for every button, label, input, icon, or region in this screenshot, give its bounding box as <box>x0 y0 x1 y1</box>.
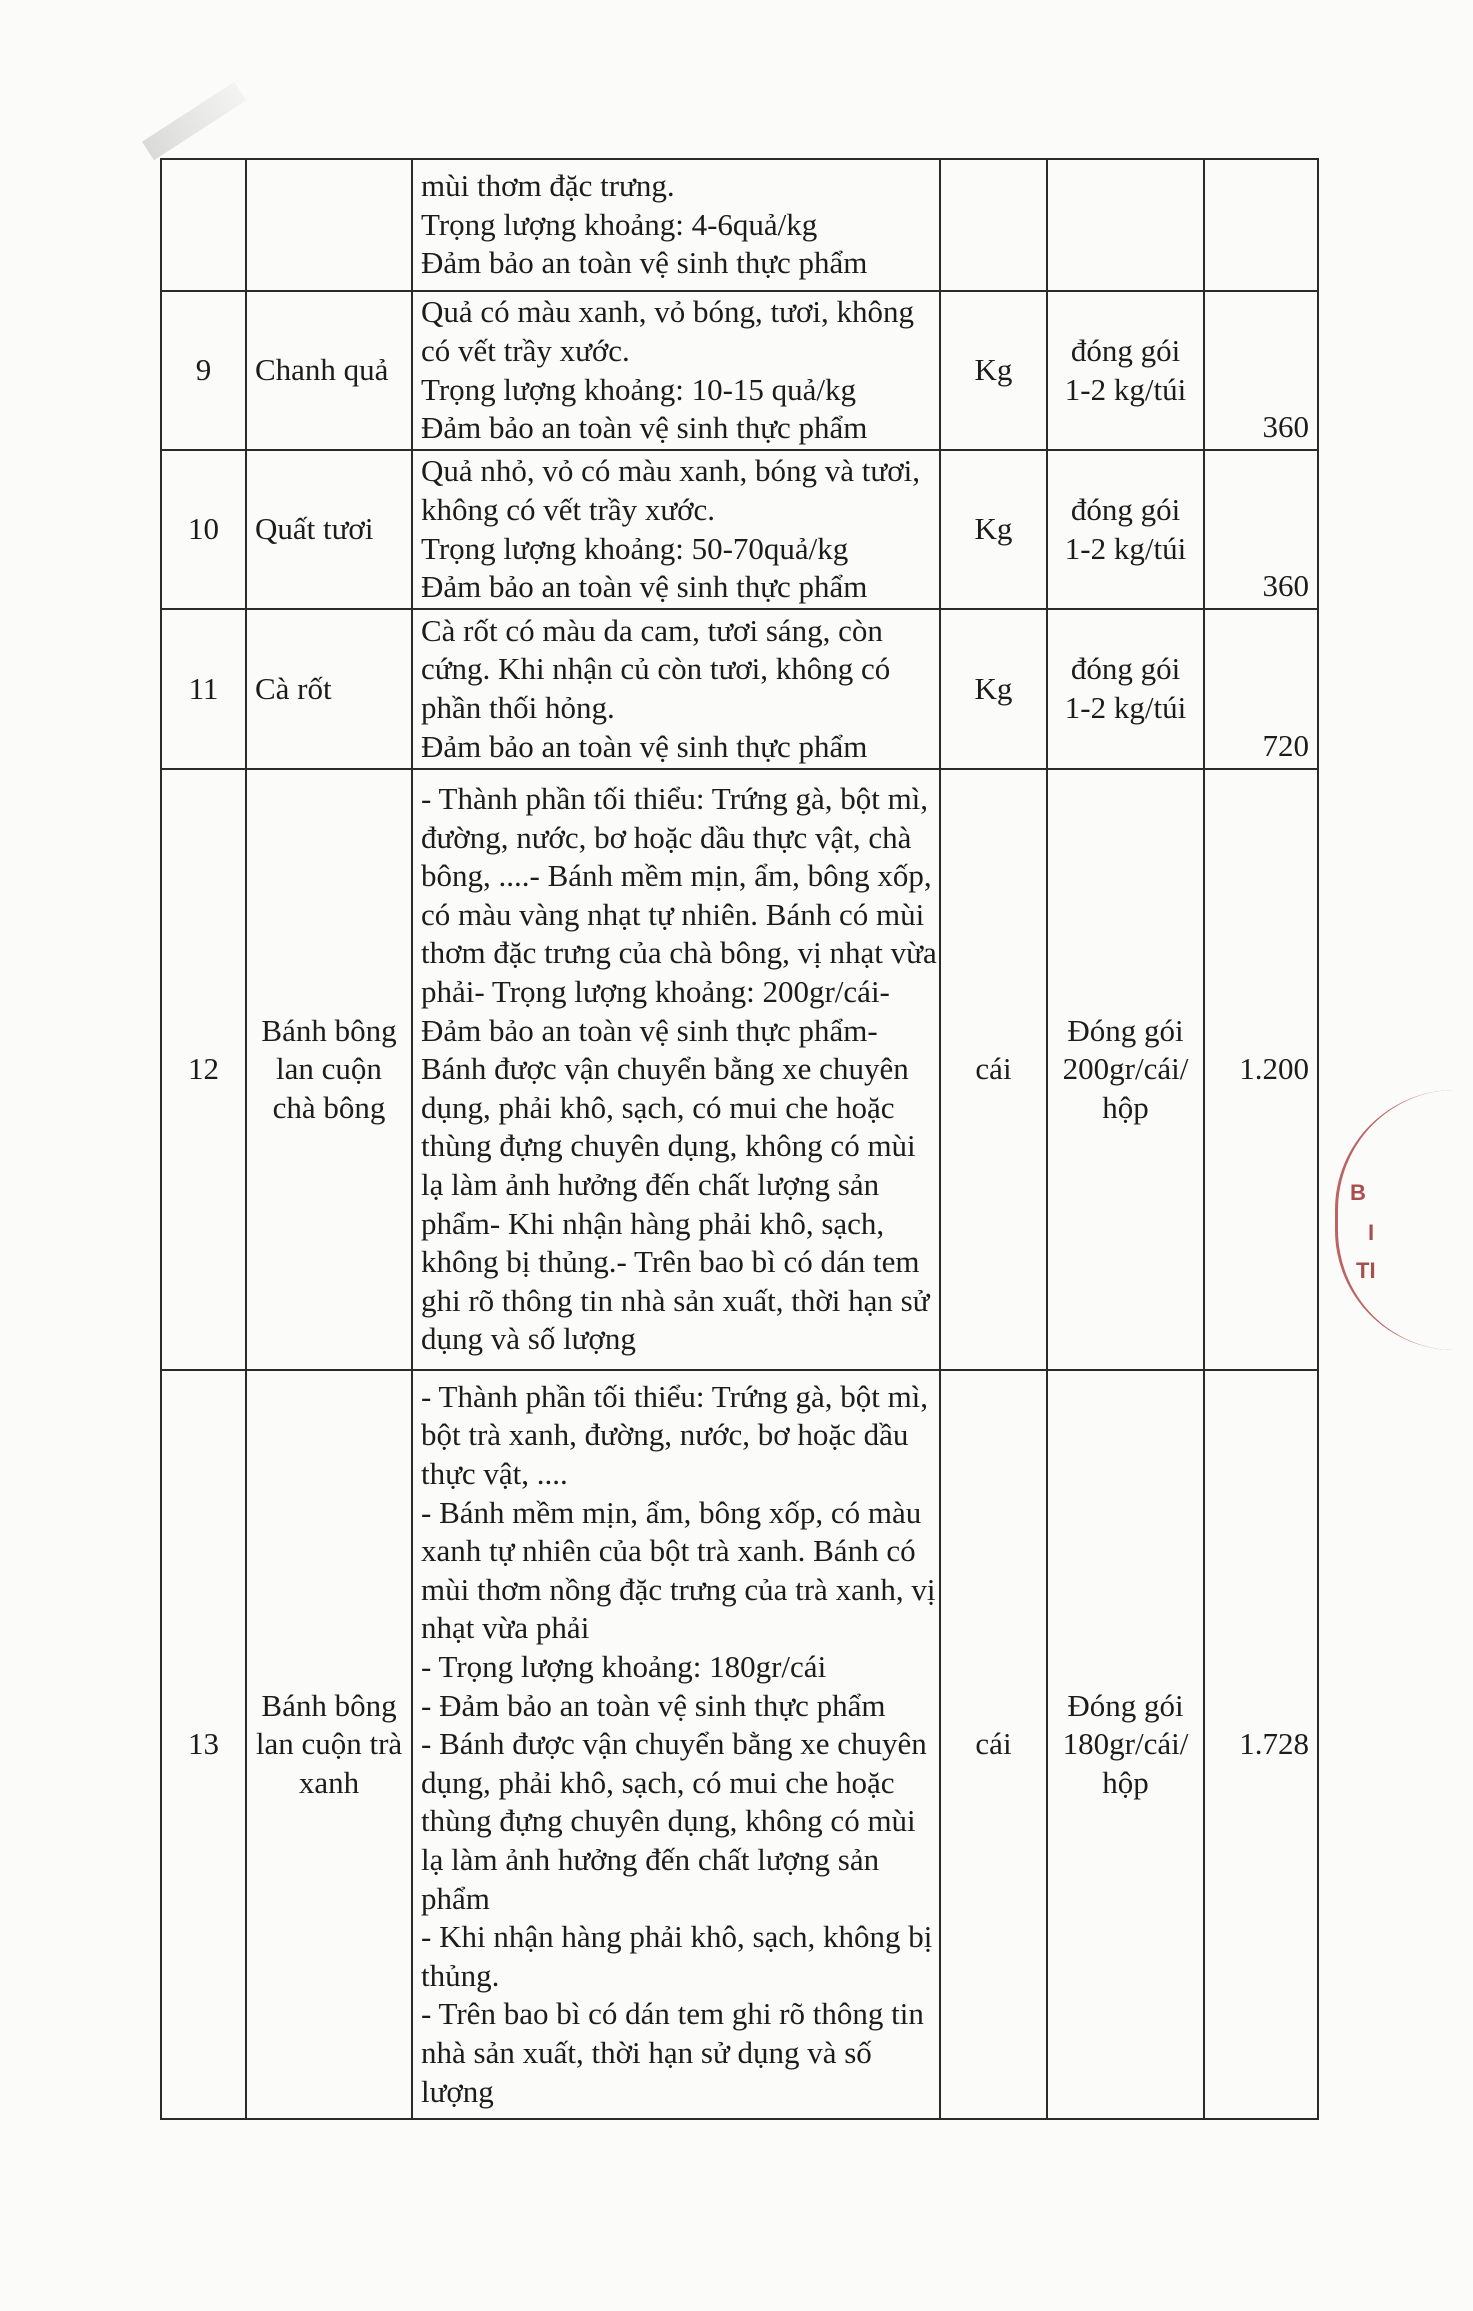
unit-cell <box>940 159 1047 291</box>
unit-cell: cái <box>940 769 1047 1370</box>
item-description-line: Đảm bảo an toàn vệ sinh thực phẩm <box>421 410 868 446</box>
unit-cell: Kg <box>940 450 1047 609</box>
item-name-line: xanh <box>298 1764 360 1800</box>
quantity-cell <box>1204 159 1318 291</box>
row-number-cell <box>161 159 246 291</box>
packaging-cell <box>1047 159 1204 291</box>
item-description-line: nhạt vừa phải <box>421 1610 590 1646</box>
item-name-line: chà bông <box>272 1089 386 1125</box>
item-description-line: thùng đựng chuyên dụng, không có mùi <box>421 1128 916 1164</box>
item-description-line: có màu vàng nhạt tự nhiên. Bánh có mùi <box>421 896 925 932</box>
item-description-line: thực vật, .... <box>421 1456 568 1492</box>
packaging-line: 1-2 kg/túi <box>1064 690 1187 725</box>
item-description-line: dụng, phải khô, sạch, có mui che hoặc <box>421 1764 895 1800</box>
page-fold-shadow <box>142 82 246 160</box>
item-description-line: mùi thơm nồng đặc trưng của trà xanh, vị <box>421 1571 936 1607</box>
item-description-line: Trọng lượng khoảng: 4-6quả/kg <box>421 206 818 242</box>
packaging-cell <box>1047 769 1204 1370</box>
item-description-line: - Khi nhận hàng phải khô, sạch, không bị <box>421 1919 933 1955</box>
table-row-10 <box>161 450 1318 609</box>
item-description-line: Quả nhỏ, vỏ có màu xanh, bóng và tươi, <box>421 453 920 489</box>
item-description-line: - Trên bao bì có dán tem ghi rõ thông tin <box>421 1996 924 2032</box>
item-name-line: lan cuộn trà <box>255 1726 403 1762</box>
row-number-cell: 11 <box>161 609 246 769</box>
item-description-line: mùi thơm đặc trưng. <box>421 168 675 204</box>
packaging-line: đóng gói <box>1070 491 1181 527</box>
packaging-line: 1-2 kg/túi <box>1064 530 1187 566</box>
packaging-line: 180gr/cái/ <box>1062 1726 1189 1762</box>
item-description-line: phẩm- Khi nhận hàng phải khô, sạch, <box>421 1205 885 1241</box>
item-name-line: lan cuộn <box>276 1051 382 1087</box>
item-name-line: Bánh bông <box>261 1012 397 1048</box>
item-description-line: - Thành phần tối thiểu: Trứng gà, bột mì, <box>421 781 929 817</box>
packaging-line: Đóng gói <box>1067 1012 1184 1048</box>
item-description-line: phẩm <box>421 1880 490 1916</box>
row-number-cell: 9 <box>161 291 246 450</box>
item-name-line: Quất tươi <box>255 511 374 547</box>
stamp-letter: I <box>1368 1220 1375 1245</box>
row-number-cell: 13 <box>161 1370 246 2119</box>
item-description-cell <box>412 769 940 1370</box>
quantity-cell: 360 <box>1204 291 1318 450</box>
item-description-line: có vết trầy xước. <box>421 332 630 368</box>
item-name-cell <box>246 450 412 609</box>
product-spec-table-body <box>161 159 1318 2119</box>
item-description-line: thơm đặc trưng của chà bông, vị nhạt vừa <box>421 935 937 971</box>
item-description-line: Bánh được vận chuyển bằng xe chuyên <box>421 1051 909 1087</box>
item-name-line: Cà rốt <box>255 670 332 706</box>
item-name-cell <box>246 1370 412 2119</box>
item-description-line: Cà rốt có màu da cam, tươi sáng, còn <box>421 612 883 648</box>
table-row-continued <box>161 159 1318 291</box>
row-number-cell: 10 <box>161 450 246 609</box>
quantity-cell: 720 <box>1204 609 1318 769</box>
packaging-line: đóng gói <box>1070 332 1181 368</box>
item-description-line: không có vết trầy xước. <box>421 491 716 527</box>
packaging-line: hộp <box>1102 1764 1149 1800</box>
item-description-line: Quả có màu xanh, vỏ bóng, tươi, không <box>421 294 914 330</box>
packaging-line: 1-2 kg/túi <box>1064 371 1187 407</box>
item-description-line: thủng. <box>421 1957 500 1993</box>
item-description-line: Trọng lượng khoảng: 10-15 quả/kg <box>421 371 857 407</box>
red-stamp-fragment <box>1335 1090 1473 1350</box>
item-description-line: Trọng lượng khoảng: 50-70quả/kg <box>421 530 849 566</box>
item-name-line: Chanh quả <box>255 352 389 388</box>
item-description-line: Đảm bảo an toàn vệ sinh thực phẩm <box>421 245 868 281</box>
item-description-line: bột trà xanh, đường, nước, bơ hoặc dầu <box>421 1417 909 1453</box>
table-row-12 <box>161 769 1318 1370</box>
item-description-line: cứng. Khi nhận củ còn tươi, không có <box>421 651 891 687</box>
item-description-line: phần thối hỏng. <box>421 690 615 725</box>
table-row-11 <box>161 609 1318 769</box>
packaging-line: hộp <box>1102 1089 1149 1125</box>
item-description-line: xanh tự nhiên của bột trà xanh. Bánh có <box>421 1533 916 1569</box>
stamp-letter: B <box>1350 1180 1366 1205</box>
item-description-line: bông, ....- Bánh mềm mịn, ẩm, bông xốp, <box>421 858 932 894</box>
quantity-cell: 360 <box>1204 450 1318 609</box>
packaging-cell <box>1047 291 1204 450</box>
packaging-line: đóng gói <box>1070 651 1181 687</box>
item-description-line: dụng và số lượng <box>421 1321 636 1357</box>
packaging-cell <box>1047 450 1204 609</box>
unit-cell: cái <box>940 1370 1047 2119</box>
item-description-line: - Bánh mềm mịn, ẩm, bông xốp, có màu <box>421 1494 922 1530</box>
item-description-line: Đảm bảo an toàn vệ sinh thực phẩm- <box>421 1012 878 1048</box>
item-description-line: Đảm bảo an toàn vệ sinh thực phẩm <box>421 728 868 764</box>
unit-cell: Kg <box>940 291 1047 450</box>
item-description-cell <box>412 1370 940 2119</box>
product-spec-table <box>160 158 1319 2120</box>
packaging-line: Đóng gói <box>1067 1687 1184 1723</box>
table-row-13 <box>161 1370 1318 2119</box>
item-description-line: không bị thủng.- Trên bao bì có dán tem <box>421 1244 920 1280</box>
item-description-line: - Thành phần tối thiểu: Trứng gà, bột mì, <box>421 1378 929 1414</box>
item-description-line: thùng đựng chuyên dụng, không có mùi <box>421 1803 916 1839</box>
packaging-line: 200gr/cái/ <box>1062 1051 1189 1087</box>
item-description-cell <box>412 609 940 769</box>
item-description-cell <box>412 159 940 291</box>
item-name-line: Bánh bông <box>261 1687 397 1723</box>
item-description-line: lượng <box>421 2073 494 2109</box>
row-number-cell: 12 <box>161 769 246 1370</box>
stamp-letter: TI <box>1356 1258 1376 1283</box>
item-description-cell <box>412 291 940 450</box>
item-description-line: đường, nước, bơ hoặc dầu thực vật, chà <box>421 819 912 855</box>
table-row-9 <box>161 291 1318 450</box>
unit-cell: Kg <box>940 609 1047 769</box>
item-description-line: phải- Trọng lượng khoảng: 200gr/cái- <box>421 974 890 1010</box>
item-name-cell <box>246 609 412 769</box>
item-description-line: lạ làm ảnh hưởng đến chất lượng sản <box>421 1166 880 1202</box>
item-description-cell <box>412 450 940 609</box>
quantity-cell: 1.200 <box>1204 769 1318 1370</box>
item-description-line: nhà sản xuất, thời hạn sử dụng và số <box>421 2034 872 2070</box>
item-name-cell <box>246 159 412 291</box>
packaging-cell <box>1047 609 1204 769</box>
quantity-cell: 1.728 <box>1204 1370 1318 2119</box>
item-name-cell <box>246 291 412 450</box>
item-description-line: - Đảm bảo an toàn vệ sinh thực phẩm <box>421 1687 886 1723</box>
item-name-cell <box>246 769 412 1370</box>
item-description-line: dụng, phải khô, sạch, có mui che hoặc <box>421 1089 895 1125</box>
packaging-cell <box>1047 1370 1204 2119</box>
item-description-line: ghi rõ thông tin nhà sản xuất, thời hạn sử <box>421 1282 930 1318</box>
item-description-line: - Bánh được vận chuyển bằng xe chuyên <box>421 1726 927 1762</box>
item-description-line: Đảm bảo an toàn vệ sinh thực phẩm <box>421 569 868 605</box>
item-description-line: lạ làm ảnh hưởng đến chất lượng sản <box>421 1841 880 1877</box>
item-description-line: - Trọng lượng khoảng: 180gr/cái <box>421 1649 827 1685</box>
